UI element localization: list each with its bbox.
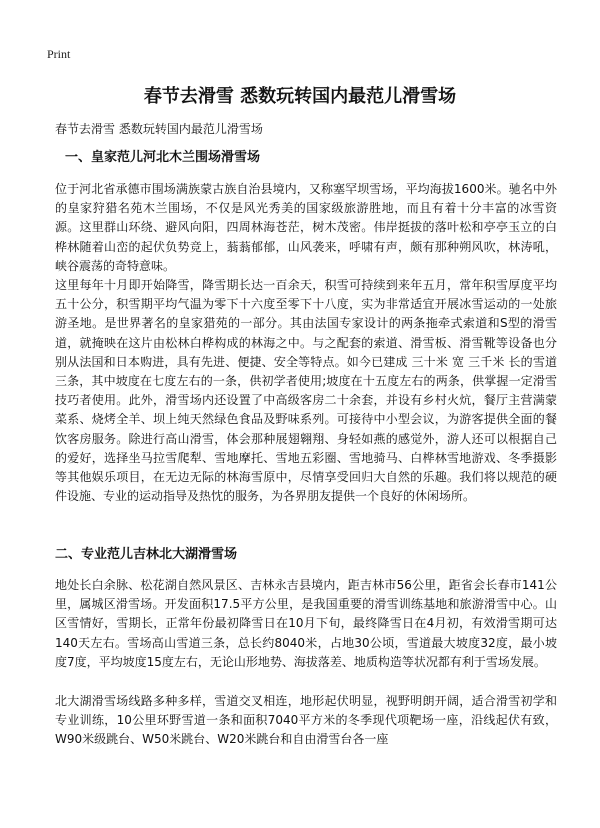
paragraph: 这里每年十月即开始降雪，降雪期长达一百余天，积雪可持续到来年五月，常年积雪厚度平均 五十公分，积雪期平均气温为零下十六度至零下十八度，实为非常适宜开展冰雪运动的一处旅游圣地。是世界著名的皇家猎苑的一部分。其由法国专家设计的两条拖牵式索道和S型的滑雪道，就掩映在这片由松林白桦构成的林海之中。与之配套的索道、滑雪板、滑雪靴等设备也分别从法国和日本购进，具有先进、便捷、安全等特点。如今已建成 三十米 宽 三千米 长的雪道三条，其中坡度在七度左右的一条，供初学者使用;坡度在十五度左右的两条，供掌握一定滑雪技巧者使用。此外，滑雪场内还设置了中高级客房二十余套，并设有乡村火炕，餐厅主营满蒙菜系、烧烤全羊、坝上纯天然绿色食品及野味系列。可接待中小型会议，为游客提供全面的餐饮客房服务。除进行高山滑雪，体会那种展翅翱翔、身轻如燕的感觉外，游人还可以根据自己的爱好，选择坐马拉雪爬犁、雪地摩托、雪地五彩圈、雪地骑马、白桦林雪地游戏、冬季摄影等其他娱乐项目，在无边无际的林海雪原中，尽情享受回归大自然的乐趣。我们将以规范的硬件设施、专业的运动指导及热忱的服务，为各界朋友提供一个良好的休闲场所。	[55, 278, 557, 504]
document-subtitle: 春节去滑雪 悉数玩转国内最范儿滑雪场	[55, 122, 263, 136]
section-heading: 一、皇家范儿河北木兰围场滑雪场	[65, 150, 261, 165]
paragraph: 地处长白余脉、松花湖自然风景区、吉林永吉县境内，距吉林市56公里，距省会长春市141公里，属城区滑雪场。开发面积17.5平方公里，是我国重要的滑雪训练基地和旅游滑雪中心。山区雪情好，雪期长，正常年份最初降雪日在10月下旬，最终降雪日在4月初，有效滑雪期可达140天左右。雪场高山雪道三条，总长约8040米，占地30公顷，雪道最大坡度32度，最小坡度7度，平均坡度15度左右，无论山形地势、海拔落差、地质构造等状况都有利于雪场发展。	[55, 578, 557, 669]
paragraph: 北大湖滑雪场线路多种多样，雪道交叉相连，地形起伏明显，视野明朗开阔，适合滑雪初学和专业训练，10公里环野雪道一条和面积7040平方米的冬季现代项靶场一座，沿线起伏有致，W90米级跳台、W50米跳台、W20米跳台和自由滑雪台各一座	[55, 694, 557, 747]
document-title: 春节去滑雪 悉数玩转国内最范儿滑雪场	[143, 86, 457, 107]
print-label: Print	[47, 47, 71, 61]
paragraph: 位于河北省承德市围场满族蒙古族自治县境内，又称塞罕坝雪场，平均海拔1600米。驰名中外的皇家狩猎名苑木兰围场，不仅是风光秀美的国家级旅游胜地，而且有着十分丰富的冰雪资源。这里群山环绕、避风向阳，四周林海苍茫，树木茂密。伟岸挺拔的落叶松和亭亭玉立的白桦林随着山峦的起伏负势竞上，蓊蓊郁郁，山风袭来，呼啸有声，颇有那种朔风吹，林涛吼，峡谷震荡的奇特意味。	[55, 182, 557, 273]
section-heading: 二、专业范儿吉林北大湖滑雪场	[55, 547, 238, 562]
